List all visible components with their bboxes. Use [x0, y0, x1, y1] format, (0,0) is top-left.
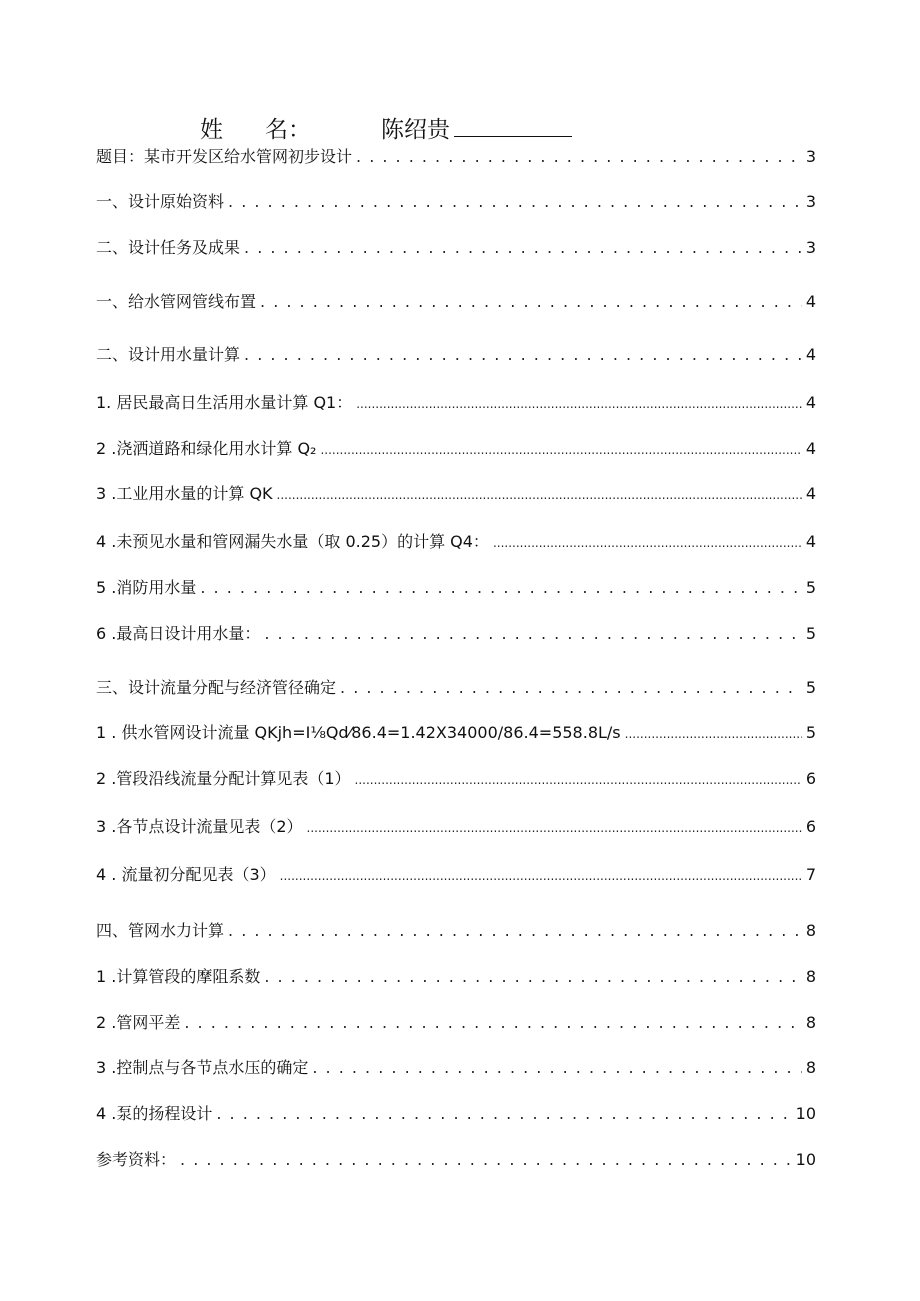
toc-dot-leader	[307, 817, 802, 836]
toc-dot-leader	[264, 624, 801, 643]
toc-entry-title: 4 . 流量初分配见表（3）	[96, 865, 276, 884]
toc-entry-page: 8	[805, 1013, 816, 1032]
toc-entry-title: 3 .各节点设计流量见表（2）	[96, 817, 303, 836]
toc-dot-leader	[184, 1013, 801, 1032]
toc-entry-title: 三、设计流量分配与经济管径确定	[96, 678, 337, 697]
toc-entry-page: 4	[805, 345, 816, 364]
toc-dot-leader	[260, 292, 802, 311]
toc-entry-page: 7	[805, 865, 816, 884]
toc-dot-leader	[228, 192, 802, 211]
toc-entry-title: 4 .泵的扬程设计	[96, 1104, 213, 1123]
toc-entry-title: 2 .浇洒道路和绿化用水计算 Q₂	[96, 439, 317, 458]
toc-entry-page: 4	[805, 393, 816, 412]
toc-entry-page: 3	[805, 238, 816, 257]
toc-entry[interactable]	[96, 1147, 816, 1171]
toc-entry[interactable]	[96, 481, 816, 505]
toc-entry-page: 5	[805, 723, 816, 742]
toc-entry-title: 一、设计原始资料	[96, 192, 225, 211]
author-line	[200, 111, 572, 144]
toc-entry-page: 4	[805, 484, 816, 503]
toc-entry-title: 二、设计用水量计算	[96, 345, 241, 364]
toc-entry[interactable]	[96, 621, 816, 645]
toc-entry[interactable]	[96, 918, 816, 942]
toc-entry-title: 1. 居民最高日生活用水量计算 Q1：	[96, 393, 353, 412]
toc-dot-leader	[356, 147, 802, 166]
toc-dot-leader	[200, 578, 801, 597]
toc-entry[interactable]	[96, 436, 816, 460]
toc-entry-page: 4	[805, 439, 816, 458]
toc-entry[interactable]	[96, 1101, 816, 1125]
toc-dot-leader	[277, 484, 802, 503]
toc-entry[interactable]	[96, 575, 816, 599]
toc-entry[interactable]	[96, 289, 816, 313]
toc-entry-page: 5	[805, 624, 816, 643]
toc-dot-leader	[493, 532, 802, 551]
toc-entry-title: 3 .工业用水量的计算 QK	[96, 484, 273, 503]
toc-entry-page: 10	[795, 1104, 816, 1123]
toc-entry[interactable]	[96, 390, 816, 414]
toc-entry[interactable]	[96, 720, 816, 744]
toc-entry-title: 题目：某市开发区给水管网初步设计	[96, 147, 353, 166]
toc-dot-leader	[228, 921, 802, 940]
underline-blank	[454, 116, 572, 137]
toc-entry-page: 6	[805, 817, 816, 836]
toc-dot-leader	[625, 723, 802, 742]
toc-entry-page: 10	[795, 1150, 816, 1169]
toc-entry-page: 6	[805, 769, 816, 788]
toc-entry-page: 8	[805, 1058, 816, 1077]
toc-dot-leader	[320, 439, 801, 458]
toc-dot-leader	[180, 1150, 792, 1169]
toc-entry[interactable]	[96, 235, 816, 259]
toc-dot-leader	[244, 345, 802, 364]
toc-entry[interactable]	[96, 766, 816, 790]
toc-entry[interactable]	[96, 964, 816, 988]
toc-dot-leader	[312, 1058, 801, 1077]
name-label-2: 名：	[265, 117, 311, 143]
toc-dot-leader	[340, 678, 802, 697]
toc-entry[interactable]	[96, 862, 816, 886]
toc-entry-title: 参考资料：	[96, 1150, 177, 1169]
toc-entry[interactable]	[96, 675, 816, 699]
toc-entry-page: 5	[805, 678, 816, 697]
toc-entry[interactable]	[96, 1010, 816, 1034]
toc-entry-page: 5	[805, 578, 816, 597]
toc-dot-leader	[216, 1104, 791, 1123]
toc-entry-page: 3	[805, 147, 816, 166]
toc-dot-leader	[355, 769, 802, 788]
toc-entry[interactable]	[96, 342, 816, 366]
toc-dot-leader	[356, 393, 802, 412]
toc-entry[interactable]	[96, 144, 816, 168]
author-name: 陈绍贵	[381, 117, 450, 143]
toc-entry-title: 四、管网水力计算	[96, 921, 225, 940]
toc-dot-leader	[280, 865, 802, 884]
toc-entry-page: 8	[805, 967, 816, 986]
toc-entry[interactable]	[96, 529, 816, 553]
toc-entry-page: 4	[805, 532, 816, 551]
toc-entry-page: 4	[805, 292, 816, 311]
toc-entry-title: 2 .管网平差	[96, 1013, 181, 1032]
toc-entry[interactable]	[96, 814, 816, 838]
toc-entry-title: 4 .未预见水量和管网漏失水量（取 0.25）的计算 Q4：	[96, 532, 489, 551]
toc-entry-title: 1 . 供水管网设计流量 QKjh=I⅛Qd⁄86.4=1.42X34000/86.4=558.8L/s	[96, 723, 621, 742]
toc-entry[interactable]	[96, 1055, 816, 1079]
toc-entry-title: 1 .计算管段的摩阻系数	[96, 967, 261, 986]
toc-entry-title: 二、设计任务及成果	[96, 238, 241, 257]
toc-entry[interactable]	[96, 189, 816, 213]
toc-entry-page: 3	[805, 192, 816, 211]
toc-entry-title: 一、给水管网管线布置	[96, 292, 257, 311]
toc-dot-leader	[244, 238, 802, 257]
toc-entry-title: 3 .控制点与各节点水压的确定	[96, 1058, 309, 1077]
name-label-1: 姓	[200, 117, 223, 143]
toc-dot-leader	[264, 967, 801, 986]
toc-entry-title: 5 .消防用水量	[96, 578, 197, 597]
toc-entry-title: 2 .管段沿线流量分配计算见表（1）	[96, 769, 351, 788]
toc-entry-page: 8	[805, 921, 816, 940]
toc-entry-title: 6 .最高日设计用水量：	[96, 624, 261, 643]
